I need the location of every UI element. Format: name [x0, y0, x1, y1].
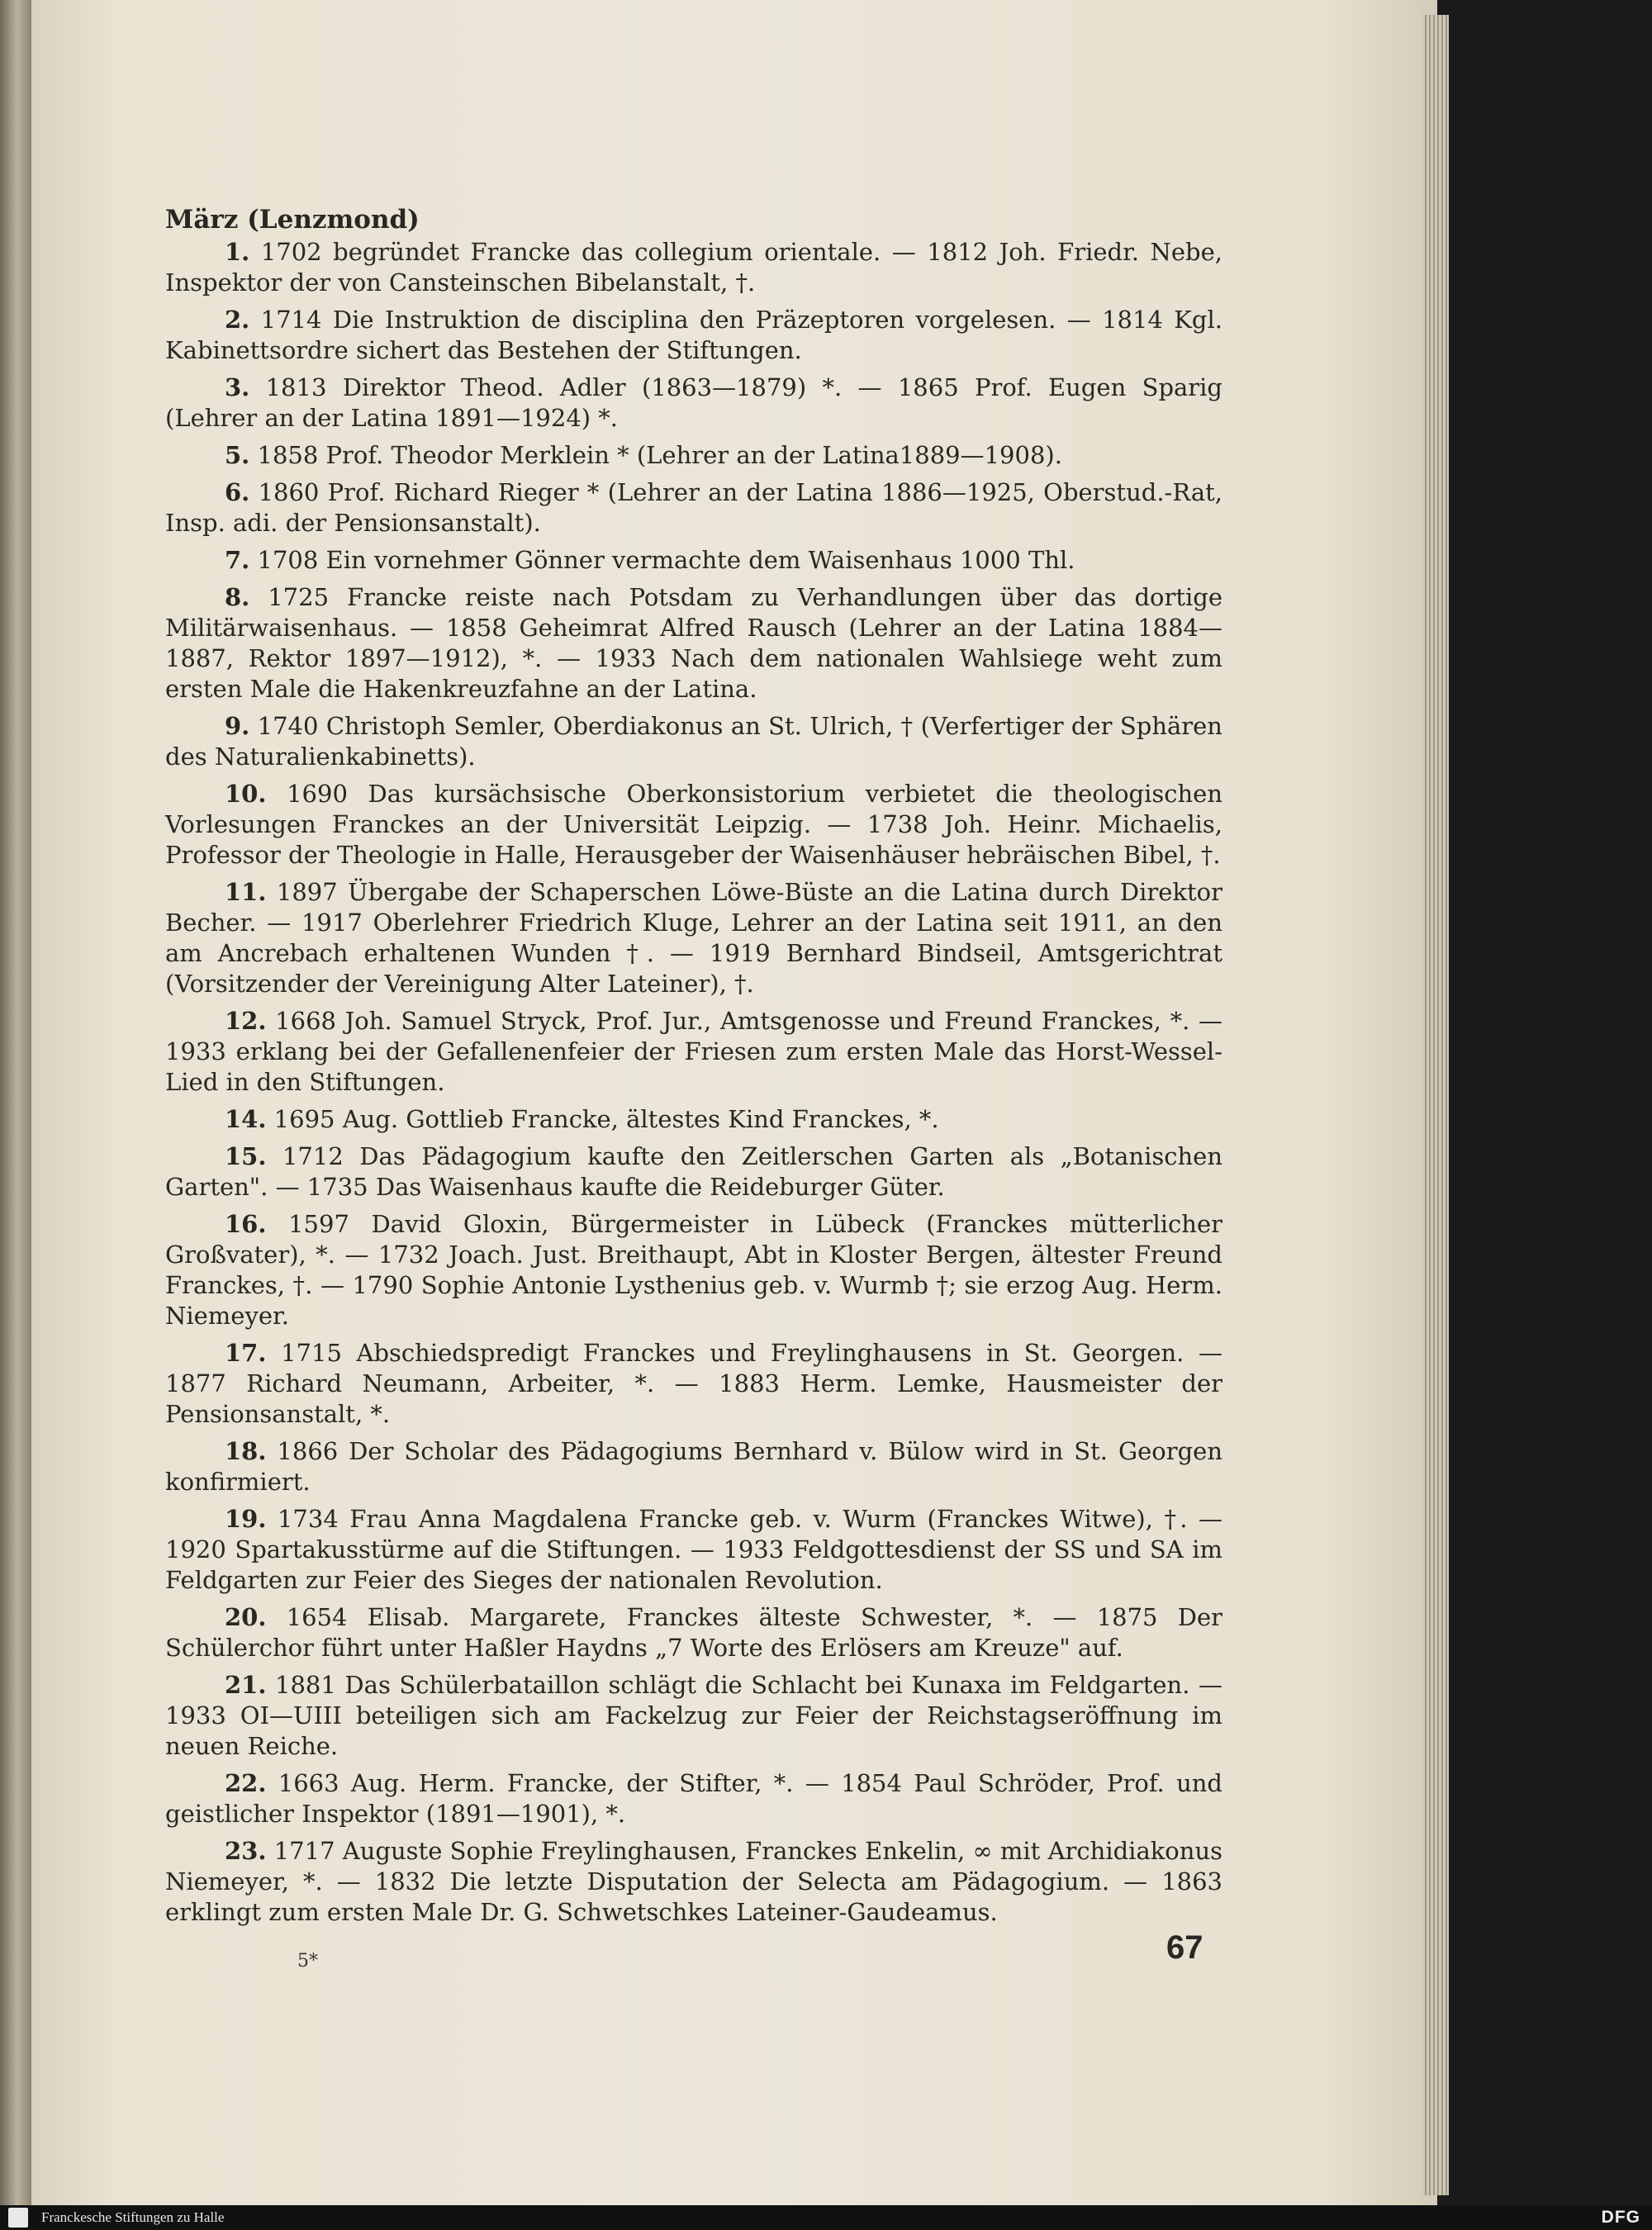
calendar-entry: [165, 1768, 1222, 1829]
entry-day: 5.: [225, 441, 250, 469]
entry-day: 2.: [225, 306, 250, 334]
entry-text: 1740 Christoph Semler, Oberdiakonus an St. Ulrich, † (Verfertiger der Sphären des Naturalienkabinetts).: [165, 712, 1222, 771]
entry-text: 1725 Francke reiste nach Potsdam zu Verhandlungen über das dortige Militärwaisenhaus. — 1858 Geheimrat Alfred Rausch (Lehrer an der Latina 1884—1887, Rektor 1897—1912), *. — 1933 Nach dem nationalen Wahlsiege weht zum ersten Male die Hakenkreuzfahne an der Latina.: [165, 583, 1222, 703]
entry-text: 1858 Prof. Theodor Merklein * (Lehrer an der Latina1889—1908).: [257, 441, 1062, 469]
entry-day: 12.: [225, 1007, 267, 1035]
calendar-entry: [165, 1141, 1222, 1203]
calendar-entry: [165, 477, 1222, 539]
calendar-entry: [165, 1602, 1222, 1663]
entry-day: 23.: [225, 1837, 267, 1865]
entry-text: 1695 Aug. Gottlieb Francke, ältestes Kind Franckes, *.: [273, 1105, 939, 1133]
entry-text: 1881 Das Schülerbataillon schlägt die Schlacht bei Kunaxa im Feldgarten. — 1933 OI—UIII beteiligen sich am Fackelzug zur Feier der Reichstagseröffnung im neuen Reiche.: [165, 1671, 1223, 1760]
entry-day: 6.: [225, 478, 250, 506]
calendar-entry: [165, 1338, 1222, 1430]
calendar-entry: [165, 1504, 1222, 1596]
entry-day: 1.: [225, 238, 250, 266]
entry-list: [165, 237, 1222, 1928]
calendar-entry: [165, 582, 1222, 705]
entry-text: 1860 Prof. Richard Rieger * (Lehrer an der Latina 1886—1925, Oberstud.-Rat, Insp. adi. der Pensionsanstalt).: [165, 478, 1223, 537]
entry-day: 3.: [225, 373, 250, 401]
entry-text: 1668 Joh. Samuel Stryck, Prof. Jur., Amtsgenosse und Freund Franckes, *. — 1933 erklang bei der Gefallenenfeier der Friesen zum ersten Male das Horst-Wessel-Lied in den Stiftungen.: [165, 1007, 1223, 1096]
entry-text: 1708 Ein vornehmer Gönner vermachte dem Waisenhaus 1000 Thl.: [257, 546, 1075, 574]
entry-text: 1897 Übergabe der Schaperschen Löwe-Büste an die Latina durch Direktor Becher. — 1917 Oberlehrer Friedrich Kluge, Lehrer an der Latina seit 1911, an den am Ancrebach erhaltenen Wunden †. — 1919 Bernhard Bindseil, Amtsgerichtrat (Vorsitzender der Vereinigung Alter Lateiner), †.: [165, 878, 1222, 998]
entry-text: 1866 Der Scholar des Pädagogiums Bernhard v. Bülow wird in St. Georgen konfirmiert.: [165, 1437, 1223, 1496]
calendar-entry: [165, 545, 1222, 576]
calendar-entry: [165, 440, 1222, 471]
calendar-entry: [165, 1670, 1222, 1762]
page-stack-edge: [1422, 15, 1449, 2195]
entry-day: 20.: [225, 1603, 267, 1631]
entry-day: 15.: [225, 1142, 267, 1170]
viewer-footer: [0, 2205, 1652, 2230]
calendar-entry: [165, 305, 1222, 366]
calendar-entry: [165, 711, 1222, 772]
entry-text: 1734 Frau Anna Magdalena Francke geb. v. Wurm (Franckes Witwe), †. — 1920 Spartakusstürme auf die Stiftungen. — 1933 Feldgottesdienst der SS und SA im Feldgarten zur Feier des Sieges der nationalen Revolution.: [165, 1505, 1223, 1594]
entry-day: 21.: [225, 1671, 267, 1699]
entry-text: 1654 Elisab. Margarete, Franckes älteste Schwester, *. — 1875 Der Schülerchor führt unter Haßler Haydns „7 Worte des Erlösers am Kreuze" auf.: [165, 1603, 1223, 1662]
page-number: 67: [1166, 1929, 1203, 1966]
calendar-entry: [165, 1436, 1222, 1497]
entry-day: 17.: [225, 1339, 267, 1367]
calendar-entry: [165, 779, 1222, 871]
entry-day: 10.: [225, 780, 267, 808]
entry-text: 1715 Abschiedspredigt Franckes und Freylinghausens in St. Georgen. — 1877 Richard Neumann, Arbeiter, *. — 1883 Herm. Lemke, Hausmeister der Pensionsanstalt, *.: [165, 1339, 1223, 1428]
entry-text: 1717 Auguste Sophie Freylinghausen, Franckes Enkelin, ∞ mit Archidiakonus Niemeyer, *. — 1832 Die letzte Disputation der Selecta am Pädagogium. — 1863 erklingt zum ersten Male Dr. G. Schwetschkes Lateiner-Gaudeamus.: [165, 1837, 1223, 1926]
entry-text: 1714 Die Instruktion de disciplina den Präzeptoren vorgelesen. — 1814 Kgl. Kabinettsordre sichert das Bestehen der Stiftungen.: [165, 306, 1222, 364]
month-heading: März (Lenzmond): [165, 205, 420, 235]
signature-mark: 5*: [297, 1951, 318, 1971]
entry-day: 19.: [225, 1505, 267, 1533]
entry-text: 1663 Aug. Herm. Francke, der Stifter, *. — 1854 Paul Schröder, Prof. und geistlicher Inspektor (1891—1901), *.: [165, 1769, 1222, 1828]
calendar-entry: [165, 1836, 1222, 1928]
entry-text: 1813 Direktor Theod. Adler (1863—1879) *. — 1865 Prof. Eugen Sparig (Lehrer an der Latina 1891—1924) *.: [165, 373, 1222, 432]
calendar-entry: [165, 1209, 1222, 1331]
entry-text: 1597 David Gloxin, Bürgermeister in Lübeck (Franckes mütterlicher Großvater), *. — 1732 Joach. Just. Breithaupt, Abt in Kloster Bergen, ältester Freund Franckes, †. — 1790 Sophie Antonie Lysthenius geb. v. Wurmb †; sie erzog Aug. Herm. Niemeyer.: [165, 1210, 1223, 1330]
entry-text: 1712 Das Pädagogium kaufte den Zeitlerschen Garten als „Botanischen Garten". — 1735 Das Waisenhaus kaufte die Reideburger Güter.: [165, 1142, 1222, 1201]
entry-day: 16.: [225, 1210, 267, 1238]
dfg-logo: DFG: [1601, 2208, 1640, 2227]
calendar-text: [165, 205, 1222, 1934]
entry-day: 14.: [225, 1105, 267, 1133]
calendar-entry: [165, 1104, 1222, 1135]
entry-day: 22.: [225, 1769, 267, 1797]
entry-day: 8.: [225, 583, 250, 611]
calendar-entry: [165, 1006, 1222, 1098]
entry-day: 7.: [225, 546, 250, 574]
facing-page-edge: [0, 0, 31, 2205]
calendar-entry: [165, 372, 1222, 434]
entry-day: 18.: [225, 1437, 267, 1465]
entry-day: 11.: [225, 878, 267, 906]
calendar-entry: [165, 877, 1222, 999]
entry-text: 1702 begründet Francke das collegium orientale. — 1812 Joh. Friedr. Nebe, Inspektor der von Cansteinschen Bibelanstalt, †.: [165, 238, 1222, 297]
institution-logo-icon: [8, 2208, 28, 2228]
entry-text: 1690 Das kursächsische Oberkonsistorium verbietet die theologischen Vorlesungen Franckes an der Universität Leipzig. — 1738 Joh. Heinr. Michaelis, Professor der Theologie in Halle, Herausgeber der Waisenhäuser hebräischen Bibel, †.: [165, 780, 1223, 869]
entry-day: 9.: [225, 712, 250, 740]
calendar-entry: [165, 237, 1222, 298]
institution-name: Franckesche Stiftungen zu Halle: [41, 2209, 225, 2225]
